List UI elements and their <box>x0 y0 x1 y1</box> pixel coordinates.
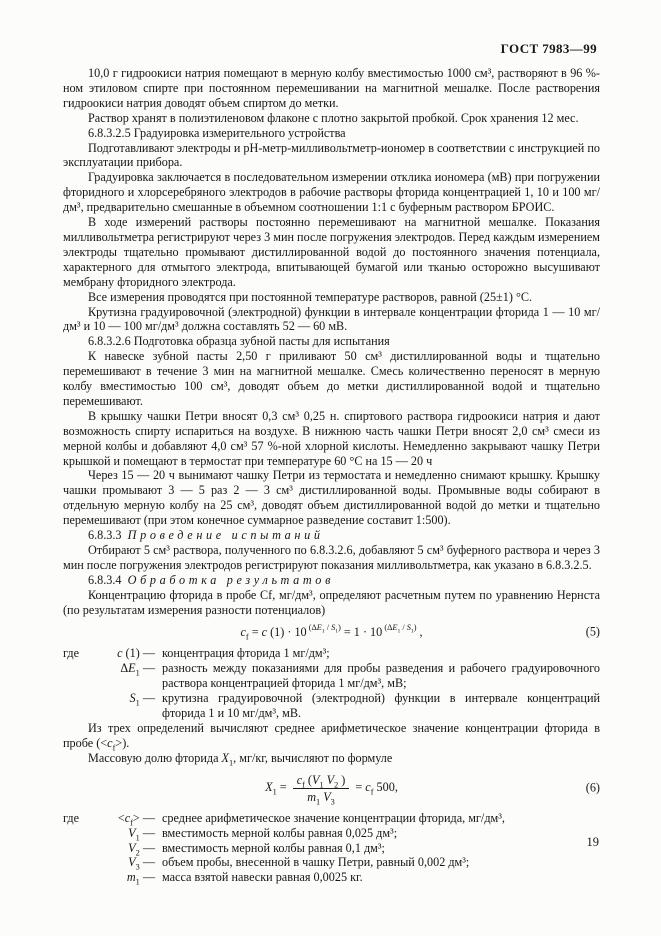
definition-item <box>63 646 600 661</box>
section-title: Обработка результатов <box>127 572 335 587</box>
definition-term: c (1) — <box>117 646 155 661</box>
paragraph: 6.8.3.2.5 Градуировка измерительного устройства <box>88 125 346 140</box>
document-body <box>63 66 600 885</box>
definition-item <box>63 811 600 826</box>
where-label <box>63 691 90 721</box>
paragraph: К навеске зубной пасты 2,50 г приливают 50 см³ дистиллированной воды и тщательно перемешивают в течение 3 мин на магнитной мешалке. Смесь количественно переносят в мерную колбу вместимостью 100 см³, доводят объем до метки дистиллированной водой и тщательно перемешивают. <box>63 349 600 408</box>
definition-text: вместимость мерной колбы равная 0,1 дм³; <box>162 840 385 855</box>
definition-item <box>63 826 600 841</box>
definition-term: $S_1$ — <box>129 691 155 708</box>
definition-term: $\Delta E_1$ — <box>120 661 155 678</box>
definition-text: концентрация фторида 1 мг/дм³; <box>162 646 330 661</box>
formula-rhs: = $c_f$ 500, <box>352 779 398 797</box>
paragraph: Через 15 — 20 ч вынимают чашку Петри из термостата и немедленно снимают крышку. Крышку чашки промывают 3 — 5 раз 2 — 3 см³ дистиллированной воды. Промывные воды собирают в отдельную мерную колбу на 25 см³, доводят объем дистиллированной водой до метки и тщательно перемешивают (при этом конечное суммарное разведение составит 1:500). <box>63 468 600 528</box>
page-number: 19 <box>586 835 599 849</box>
where-label: где <box>63 810 80 825</box>
where-label <box>63 841 90 856</box>
definition-list <box>63 646 600 721</box>
paragraph: Все измерения проводятся при постоянной температуре растворов, равной (25±1) °С. <box>88 289 532 304</box>
definition-term: $V_3$ — <box>128 855 155 872</box>
definition-term: $V_2$ — <box>128 840 155 857</box>
section-heading <box>63 573 600 588</box>
definition-text: масса взятой навески равная 0,0025 кг. <box>162 870 363 885</box>
definition-list <box>63 811 600 886</box>
where-label <box>63 826 90 841</box>
paragraph: Из трех определений вычисляют среднее арифметическое значение концентрации фторида в пробе $(<c_f>)$. <box>63 720 600 753</box>
where-label: где <box>63 646 80 661</box>
section-number: 6.8.3.4 <box>88 572 128 587</box>
paragraph: В крышку чашки Петри вносят 0,3 см³ 0,25 н. спиртового раствора гидроокиси натрия и дают возможность спирту испариться на воздухе. В нижнюю часть чашки Петри вносят 2,0 см³ смеси из мерной колбы и добавляют 4,0 см³ 57 %-ной хлорной кислоты. Немедленно закрывают чашку Петри крышкой и помещают в термостат при температуре 60 °С на 15 — 20 ч <box>63 408 600 468</box>
definition-item <box>63 855 600 870</box>
fraction <box>293 772 350 807</box>
definition-term: $m_1$ — <box>126 870 155 887</box>
fraction-denominator: $m_1$ $V_3$ <box>307 789 335 807</box>
definition-item <box>63 870 600 885</box>
equation-number: (6) <box>585 780 600 795</box>
paragraph: Крутизна градуировочной (электродной) функции в интервале концентрации фторида 1 — 10 мг/дм³ и 10 — 100 мг/дм³ должна составлять 52 — 60 мВ. <box>63 304 600 334</box>
paragraph: В ходе измерений растворы постоянно перемешивают на магнитной мешалке. Показания милливольтметра регистрируют через 3 мин после погружения электродов. Перед каждым измерением электроды тщательно промывают дистиллированной водой до постоянного значения потенциала, характерного для отмытого электрода, впитывающей бумагой или тканью осторожно высушивают мембрану фторидного электрода. <box>63 215 600 289</box>
definition-term: $<c_f>$ — <box>117 810 155 828</box>
paragraph: Подготавливают электроды и pH-метр-милливольтметр-иономер в соответствии с инструкцией по эксплуатации прибора. <box>63 140 600 170</box>
formula-lhs: $X_1$ = <box>265 779 290 797</box>
definition-text: вместимость мерной колбы равная 0,025 дм³; <box>162 825 398 840</box>
formula-expression: $c_f = c$ (1) · 10 $^{(\Delta E_1 / S_1)}$ = 1 · 10 $^{(\Delta E_1 / S_1)}$ , <box>240 623 423 641</box>
definition-text: среднее арифметическое значение концентрации фторида, мг/дм³, <box>162 810 505 825</box>
definition-item <box>63 841 600 856</box>
equation-number: (5) <box>585 624 600 639</box>
definition-text: объем пробы, внесенной в чашку Петри, равный 0,002 дм³; <box>162 855 470 870</box>
where-label <box>63 855 90 870</box>
paragraph: Отбирают 5 см³ раствора, полученного по 6.8.3.2.6, добавляют 5 см³ буферного раствора и через 3 мин после погружения электродов регистрируют показания милливольтметра, как указано в 6.8.3.2.5. <box>63 543 600 572</box>
definition-term: $V_1$ — <box>128 825 155 843</box>
formula <box>63 625 600 640</box>
formula-expression <box>265 772 398 807</box>
running-header: ГОСТ 7983—99 <box>500 41 597 56</box>
definition-text: разность между показаниями для пробы разведения и рабочего градуировочного раствора концентрацией фторида 1 мг/дм³, мВ; <box>162 661 600 691</box>
section-number: 6.8.3.3 <box>88 528 128 543</box>
section-heading <box>63 528 600 543</box>
paragraph: Концентрацию фторида в пробе Cf, мг/дм³, определяют расчетным путем по уравнению Нернста (по результатам измерения разности потенциалов) <box>63 587 600 617</box>
definition-item <box>63 661 600 691</box>
formula <box>63 772 600 807</box>
where-label <box>63 661 90 691</box>
section-title: Проведение испытаний <box>127 528 324 543</box>
paragraph: Массовую долю фторида $X_1$, мг/кг, вычисляют по формуле <box>88 750 393 768</box>
paragraph: Градуировка заключается в последовательном измерении отклика иономера (мВ) при погружении фторидного и хлорсеребряного электродов в рабочие растворы фторида концентрацией 1, 10 и 100 мг/дм³, предварительно смешанные в объемном соотношении 1:1 с буферным раствором БРОИС. <box>63 170 600 215</box>
definition-text: крутизна градуировочной (электродной) функции в интервале концентраций фторида 1 и 10 мг/дм³, мВ. <box>162 691 600 721</box>
paragraph: 6.8.3.2.6 Подготовка образца зубной пасты для испытания <box>88 334 390 349</box>
definition-item <box>63 691 600 721</box>
where-label <box>63 870 90 885</box>
fraction-numerator: $c_f$ ($V_1$ $V_2$ ) <box>293 773 350 789</box>
paragraph: 10,0 г гидроокиси натрия помещают в мерную колбу вместимостью 1000 см³, растворяют в 96 %-ном этиловом спирте при постоянном перемешивании на магнитной мешалке. После растворения гидроокиси натрия доводят объем спиртом до метки. <box>63 66 600 110</box>
paragraph: Раствор хранят в полиэтиленовом флаконе с плотно закрытой пробкой. Срок хранения 12 мес. <box>88 110 579 125</box>
